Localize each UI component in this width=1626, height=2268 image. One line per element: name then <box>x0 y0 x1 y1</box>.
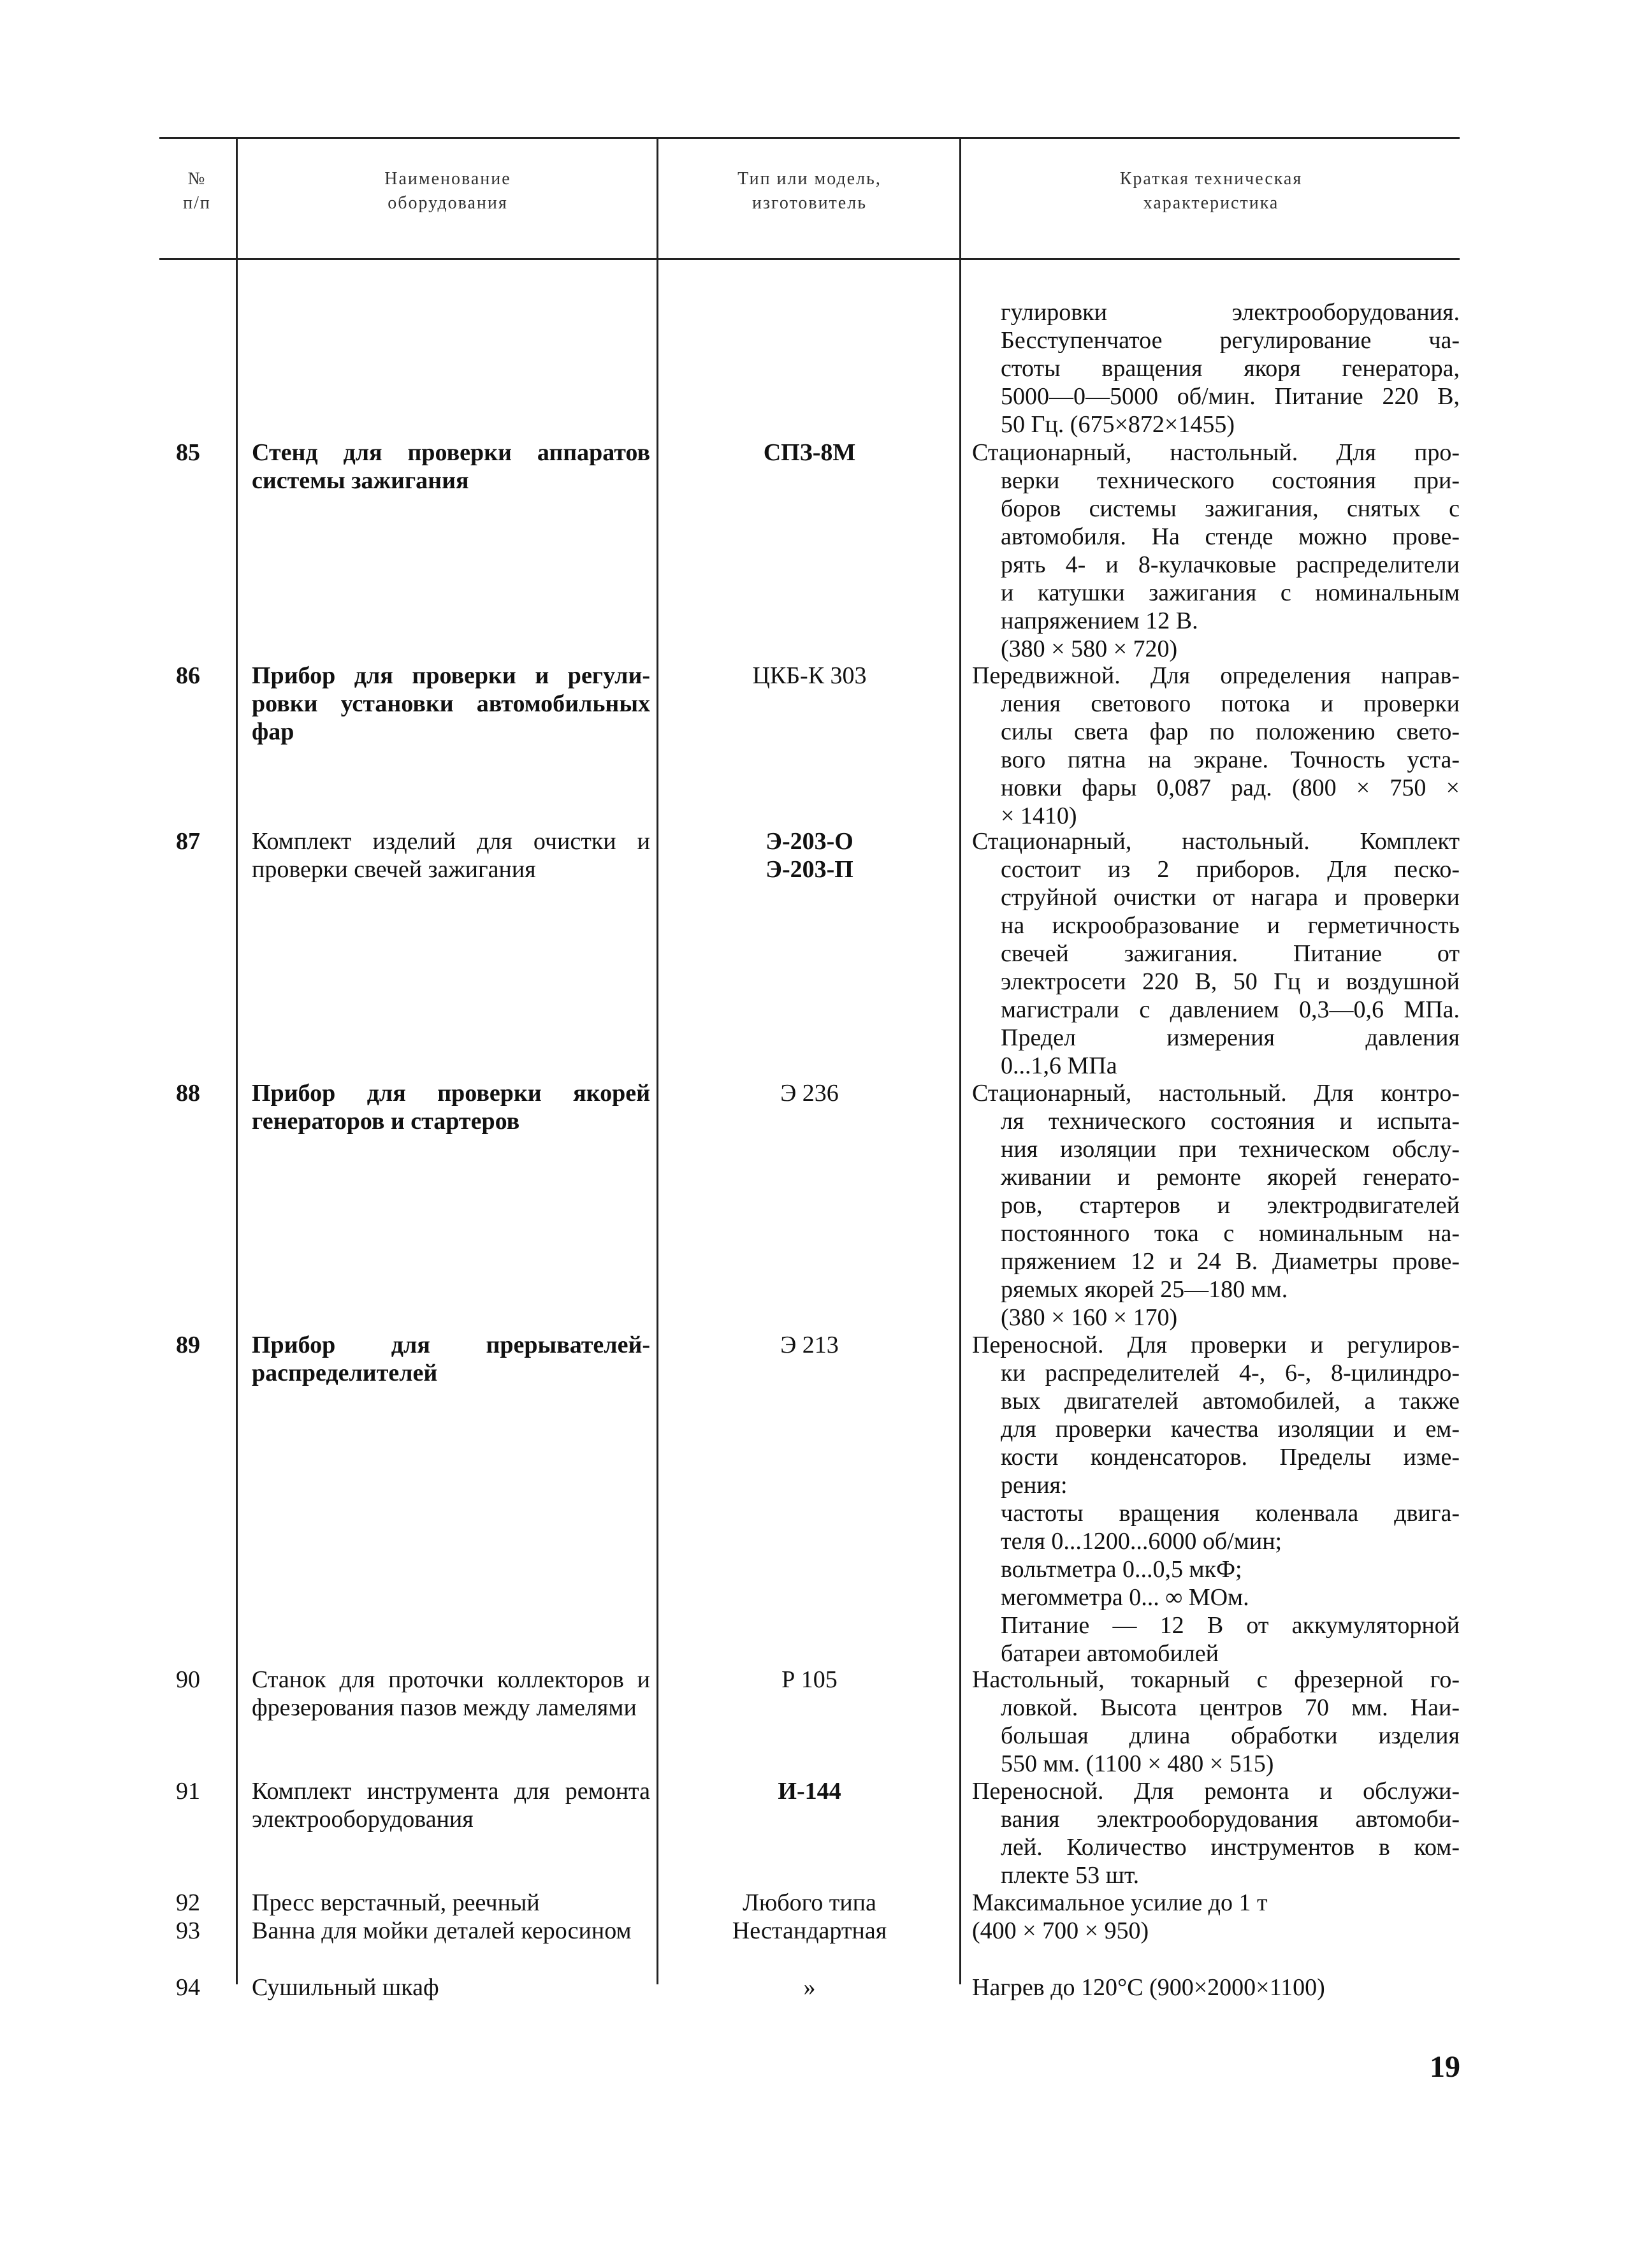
table-top-rule <box>159 137 1460 139</box>
model-line: Нестандартная <box>732 1917 887 1944</box>
header-desc <box>962 167 1460 215</box>
header-model-line1: Тип или модель, <box>737 169 882 189</box>
description-line: вания электрооборудования автомоби- <box>1001 1806 1460 1833</box>
continuation-line: 5000—0—5000 об/мин. Питание 220 В, <box>1001 383 1460 410</box>
equipment-name <box>252 662 650 746</box>
description-line: Переносной. Для ремонта и обслужи- <box>972 1778 1460 1805</box>
description-line: вольтметра 0...0,5 мкФ; <box>1001 1556 1242 1583</box>
model <box>663 1974 956 2002</box>
description <box>972 1889 1460 1917</box>
description-line: (400 × 700 × 950) <box>972 1917 1149 1944</box>
header-name <box>239 167 657 215</box>
description-line: струйной очистки от нагара и проверки <box>1001 884 1460 911</box>
equipment-name <box>252 1331 650 1387</box>
description-line: живании и ремонте якорей генерато- <box>1001 1164 1460 1191</box>
equipment-name-text: Прибор для проверки и регулировки установки автомобильных фар <box>252 662 650 745</box>
description-line: (380 × 580 × 720) <box>1001 636 1178 662</box>
description-line: автомобиля. На стенде можно прове- <box>1001 523 1460 550</box>
description <box>972 1079 1460 1332</box>
model-line: Любого типа <box>743 1889 876 1916</box>
equipment-name-text: Станок для проточки коллекторов и фрезерования пазов между ламелями <box>252 1666 650 1721</box>
equipment-name-text: Комплект изделий для очистки и проверки свечей зажигания <box>252 828 650 883</box>
description-line: Переносной. Для проверки и регулиров- <box>972 1332 1460 1358</box>
equipment-name <box>252 1777 650 1833</box>
continuation-line: стоты вращения якоря генератора, <box>1001 355 1460 382</box>
row-number: 89 <box>176 1332 200 1358</box>
equipment-name-text: Прибор для прерывателей-распределителей <box>252 1332 650 1386</box>
description-line: ров, стартеров и электродвигателей <box>1001 1192 1460 1219</box>
model <box>663 1331 956 1359</box>
description-line: ления светового потока и проверки <box>1001 690 1460 717</box>
description-line: боров системы зажигания, снятых с <box>1001 495 1460 522</box>
description-line: Питание — 12 В от аккумуляторной <box>1001 1612 1460 1639</box>
description-line: ряемых якорей 25—180 мм. <box>1001 1276 1288 1303</box>
description-line: Максимальное усилие до 1 т <box>972 1889 1268 1916</box>
description-line: Предел измерения давления <box>1001 1024 1460 1051</box>
row-number: 90 <box>176 1666 200 1693</box>
column-divider-3 <box>959 139 961 1984</box>
description-line: Настольный, токарный с фрезерной го- <box>972 1666 1460 1693</box>
description-line: электросети 220 В, 50 Гц и воздушной <box>1001 968 1460 995</box>
description-line: и катушки зажигания с номинальным <box>1001 579 1460 606</box>
description-line: Стационарный, настольный. Для контро- <box>972 1080 1460 1107</box>
description-line: для проверки качества изоляции и ем- <box>1001 1416 1460 1443</box>
row-number: 92 <box>176 1889 200 1916</box>
description <box>972 1666 1460 1778</box>
equipment-name <box>252 1889 650 1917</box>
description-line: мегомметра 0... ∞ МОм. <box>1001 1584 1249 1611</box>
description-line: верки технического состояния при- <box>1001 467 1460 494</box>
description <box>972 439 1460 663</box>
description-line: ки распределителей 4-, 6-, 8-цилиндро- <box>1001 1360 1460 1386</box>
description-line: большая длина обработки изделия <box>1001 1722 1460 1749</box>
header-num-line1: № <box>187 169 207 189</box>
description-line: Передвижной. Для определения направ- <box>972 662 1460 689</box>
description-line: на искрообразование и герметичность <box>1001 912 1460 939</box>
model-line: » <box>803 1974 816 2001</box>
description-line: ля технического состояния и испыта- <box>1001 1108 1460 1135</box>
description-line: Стационарный, настольный. Для про- <box>972 439 1460 466</box>
description-line: рять 4- и 8-кулачковые распределители <box>1001 551 1460 578</box>
header-model <box>660 167 959 215</box>
description-line: 0...1,6 МПа <box>1001 1052 1117 1079</box>
description-line: Стационарный, настольный. Комплект <box>972 828 1460 855</box>
description <box>972 1917 1460 1945</box>
description-line: постоянного тока с номинальным на- <box>1001 1220 1460 1247</box>
header-bottom-rule <box>159 258 1460 260</box>
description-line: Нагрев до 120°С (900×2000×1100) <box>972 1974 1325 2001</box>
header-desc-line2: характеристика <box>1143 193 1279 213</box>
equipment-name-text: Пресс верстачный, реечный <box>252 1889 540 1916</box>
description <box>972 1331 1460 1668</box>
description-line: лей. Количество инструментов в ком- <box>1001 1834 1460 1861</box>
model <box>663 1917 956 1945</box>
header-desc-line1: Краткая техническая <box>1119 169 1303 189</box>
equipment-name <box>252 1917 650 1945</box>
description-line: кости конденсаторов. Пределы изме- <box>1001 1444 1460 1471</box>
equipment-name <box>252 1974 650 2002</box>
model-line: Э-203-О <box>766 828 853 855</box>
description-line: плекте 53 шт. <box>1001 1862 1140 1889</box>
equipment-name <box>252 827 650 883</box>
header-name-line2: оборудования <box>388 193 508 213</box>
row-number: 88 <box>176 1080 200 1107</box>
model-line: ЦКБ-К 303 <box>752 662 867 689</box>
equipment-name <box>252 1666 650 1722</box>
description-line: батареи автомобилей <box>1001 1640 1219 1667</box>
model <box>663 1079 956 1107</box>
continuation-line: гулировки электрооборудования. <box>1001 299 1460 326</box>
model <box>663 1666 956 1694</box>
description-line: пряжением 12 и 24 В. Диаметры прове- <box>1001 1248 1460 1275</box>
description <box>972 827 1460 1080</box>
header-num-line2: п/п <box>183 193 211 213</box>
description-line: силы света фар по положению свето- <box>1001 718 1460 745</box>
description-line: магистрали с давлением 0,3—0,6 МПа. <box>1001 996 1460 1023</box>
row-number: 85 <box>176 439 200 466</box>
description-line: новки фары 0,087 рад. (800 × 750 × <box>1001 774 1460 801</box>
column-divider-1 <box>236 139 238 1984</box>
description-line: состоит из 2 приборов. Для песко- <box>1001 856 1460 883</box>
description-line: напряжением 12 В. <box>1001 607 1198 634</box>
row-number: 94 <box>176 1974 200 2001</box>
model-line: Р 105 <box>781 1666 838 1693</box>
header-num <box>159 167 235 215</box>
model <box>663 439 956 467</box>
row-number: 86 <box>176 662 200 689</box>
model-line: Э 213 <box>780 1332 839 1358</box>
continuation-line: Бесступенчатое регулирование ча- <box>1001 327 1460 354</box>
model <box>663 1889 956 1917</box>
continuation-line: 50 Гц. (675×872×1455) <box>1001 411 1235 438</box>
description <box>972 1974 1460 2002</box>
description-line: частоты вращения коленвала двига- <box>1001 1500 1460 1527</box>
model <box>663 827 956 883</box>
equipment-name-text: Комплект инструмента для ремонта электрооборудования <box>252 1778 650 1833</box>
equipment-name-text: Стенд для проверки аппаратов системы зажигания <box>252 439 650 494</box>
equipment-name-text: Прибор для проверки якорей генераторов и стартеров <box>252 1080 650 1135</box>
description-line: ния изоляции при техническом обслу- <box>1001 1136 1460 1163</box>
model-line: И-144 <box>778 1778 841 1805</box>
model <box>663 662 956 690</box>
equipment-name <box>252 1079 650 1135</box>
description-line: рения: <box>1001 1472 1068 1499</box>
description-line: свечей зажигания. Питание от <box>1001 940 1460 967</box>
description-line: (380 × 160 × 170) <box>1001 1304 1178 1331</box>
header-model-line2: изготовитель <box>752 193 867 213</box>
equipment-name-text: Сушильный шкаф <box>252 1974 439 2001</box>
description-line: × 1410) <box>1001 803 1077 829</box>
model-line: СПЗ-8М <box>763 439 856 466</box>
model-line: Э-203-П <box>766 856 853 883</box>
description-line: вых двигателей автомобилей, а также <box>1001 1388 1460 1414</box>
column-divider-2 <box>657 139 658 1984</box>
description <box>972 1777 1460 1889</box>
description-line: 550 мм. (1100 × 480 × 515) <box>1001 1750 1274 1777</box>
description <box>972 662 1460 830</box>
description-line: теля 0...1200...6000 об/мин; <box>1001 1528 1282 1555</box>
equipment-name <box>252 439 650 495</box>
header-name-line1: Наименование <box>384 169 511 189</box>
row-number: 87 <box>176 828 200 855</box>
description-line: вого пятна на экране. Точность уста- <box>1001 746 1460 773</box>
row-number: 91 <box>176 1778 200 1805</box>
description-line: ловкой. Высота центров 70 мм. Наи- <box>1001 1694 1460 1721</box>
page-number: 19 <box>1430 2050 1460 2084</box>
equipment-name-text: Ванна для мойки деталей керосином <box>252 1917 632 1944</box>
continuation-text <box>972 298 1460 439</box>
row-number: 93 <box>176 1917 200 1944</box>
model-line: Э 236 <box>780 1080 839 1107</box>
model <box>663 1777 956 1805</box>
